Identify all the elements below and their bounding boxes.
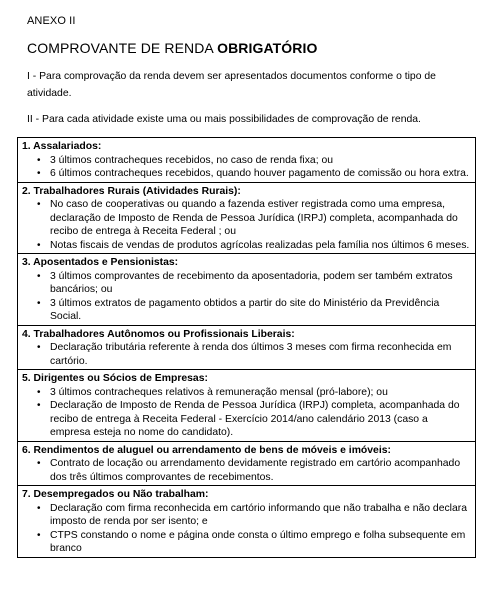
page-title [27, 40, 318, 56]
section-list [22, 270, 471, 324]
list-item-text: 3 últimos contracheques relativos à remuneração mensal (pró-labore); ou [50, 386, 388, 398]
section-title: 4. Trabalhadores Autônomos ou Profissionais Liberais: [22, 328, 295, 340]
section-autonomos [18, 325, 475, 370]
intro-paragraph-2: II - Para cada atividade existe uma ou mais possibilidades de comprovação de renda. [27, 114, 421, 125]
list-item-text: Declaração de Imposto de Renda de Pessoa Jurídica (IRPJ) completa, acompanhada do recibo de entrega à Receita Federal - Exercício 2014/ano calendário 2013 (caso a empresa esteja no nome do candidato). [50, 400, 460, 438]
section-title: 7. Desempregados ou Não trabalham: [22, 489, 209, 500]
list-item [22, 297, 471, 324]
section-title: 5. Dirigentes ou Sócios de Empresas: [22, 373, 208, 384]
bullet-icon: • [37, 386, 41, 398]
title-normal: COMPROVANTE DE RENDA [27, 40, 218, 56]
list-item [22, 399, 471, 440]
section-list [22, 198, 471, 252]
section-list [22, 341, 471, 368]
section-desempregados [18, 485, 475, 557]
section-list [22, 457, 471, 484]
bullet-icon: • [37, 297, 41, 309]
list-item-text: 3 últimos contracheques recebidos, no caso de renda fixa; ou [50, 154, 334, 166]
list-item [22, 198, 471, 239]
list-item-text: 3 últimos comprovantes de recebimento da aposentadoria, podem ser também extratos bancários; ou [50, 270, 453, 295]
section-title: 6. Rendimentos de aluguel ou arrendamento de bens de móveis e imóveis: [22, 444, 391, 456]
bullet-icon: • [37, 168, 41, 179]
list-item-text: CTPS constando o nome e página onde consta o último emprego e folha subsequente em branco [50, 529, 466, 554]
list-item [22, 239, 471, 253]
section-list [22, 154, 471, 181]
section-rendimentos-aluguel [18, 441, 475, 486]
section-assalariados [18, 138, 475, 182]
section-title: 2. Trabalhadores Rurais (Atividades Rurais): [22, 185, 241, 197]
list-item-text: Contrato de locação ou arrendamento devidamente registrado em cartório acompanhado dos três últimos comprovantes de recebimentos. [50, 458, 461, 483]
list-item-text: Declaração com firma reconhecida em cartório informando que não trabalha e não declara imposto de renda por ser isento; e [50, 502, 468, 527]
intro-paragraph-1: I - Para comprovação da renda devem ser apresentados documentos conforme o tipo de atividade. [27, 71, 436, 99]
list-item-text: 6 últimos contracheques recebidos, quando houver pagamento de comissão ou hora extra. [50, 168, 469, 179]
bullet-icon: • [37, 239, 41, 251]
section-title: 3. Aposentados e Pensionistas: [22, 257, 179, 268]
annex-label: ANEXO II [27, 15, 76, 27]
list-item [22, 154, 471, 168]
bullet-icon: • [37, 154, 41, 166]
list-item [22, 457, 471, 484]
bullet-icon: • [37, 199, 41, 210]
bullet-icon: • [37, 270, 41, 282]
income-proof-table [17, 137, 476, 558]
bullet-icon: • [37, 342, 41, 353]
list-item [22, 341, 471, 368]
bullet-icon: • [37, 529, 41, 541]
bullet-icon: • [37, 458, 41, 469]
section-title: 1. Assalariados: [22, 141, 102, 152]
list-item [22, 529, 471, 556]
list-item-text: Declaração tributária referente à renda dos últimos 3 meses com firma reconhecida em cartório. [50, 342, 452, 367]
list-item [22, 270, 471, 297]
list-item [22, 167, 471, 181]
list-item-text: 3 últimos extratos de pagamento obtidos a partir do site do Ministério da Previdência Social. [50, 297, 440, 322]
section-dirigentes [18, 369, 475, 441]
list-item [22, 386, 471, 400]
list-item-text: Notas fiscais de vendas de produtos agrícolas realizadas pela família nos últimos 6 meses. [50, 239, 470, 251]
section-aposentados [18, 253, 475, 325]
section-list [22, 386, 471, 440]
list-item-text: No caso de cooperativas ou quando a fazenda estiver registrada como uma empresa, declaração de Imposto de Renda de Pessoa Jurídica (IRPJ) completa, acompanhada do recibo de entrega à Receita Federal ; ou [50, 199, 458, 237]
list-item [22, 502, 471, 529]
bullet-icon: • [37, 400, 41, 411]
section-trabalhadores-rurais [18, 182, 475, 254]
title-bold: OBRIGATÓRIO [217, 40, 318, 56]
section-list [22, 502, 471, 556]
bullet-icon: • [37, 502, 41, 514]
